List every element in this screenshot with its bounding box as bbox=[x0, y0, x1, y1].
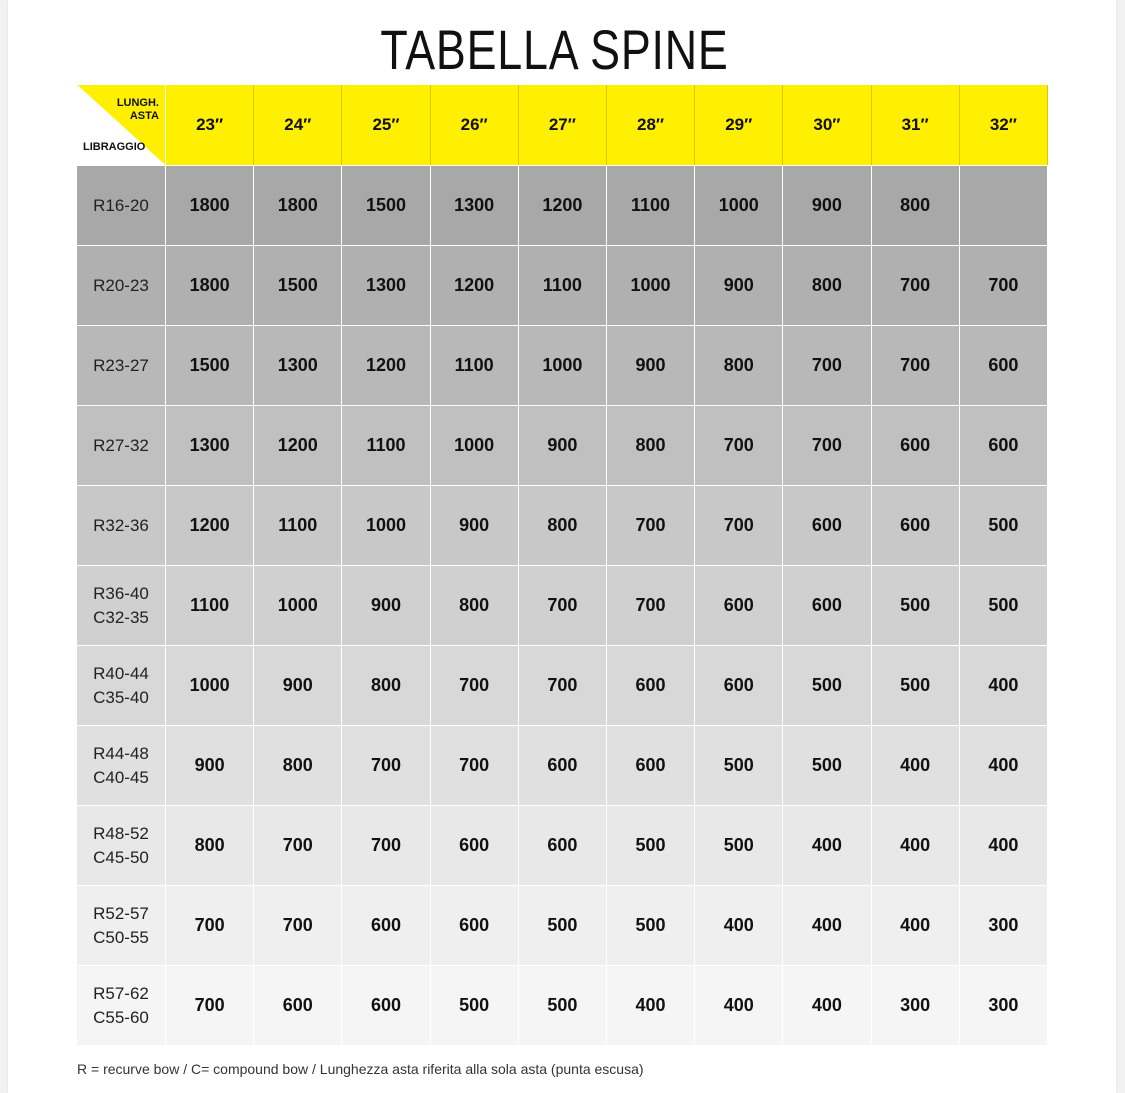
spine-value-cell bbox=[959, 166, 1047, 246]
spine-value-cell: 700 bbox=[871, 326, 959, 406]
spine-value-cell: 1500 bbox=[254, 246, 342, 326]
spine-value-cell: 600 bbox=[871, 486, 959, 566]
table-row bbox=[77, 886, 1048, 966]
spine-value-cell: 600 bbox=[606, 646, 694, 726]
spine-value-cell: 1100 bbox=[254, 486, 342, 566]
spine-value-cell: 400 bbox=[959, 646, 1047, 726]
spine-value-cell: 900 bbox=[430, 486, 518, 566]
row-label bbox=[77, 646, 166, 726]
spine-value-cell: 800 bbox=[518, 486, 606, 566]
spine-value-cell: 700 bbox=[342, 726, 430, 806]
corner-length-label bbox=[117, 97, 159, 123]
spine-value-cell: 400 bbox=[783, 966, 871, 1046]
spine-value-cell: 1300 bbox=[254, 326, 342, 406]
spine-value-cell: 700 bbox=[783, 326, 871, 406]
column-header: 25″ bbox=[342, 85, 430, 166]
spine-value-cell: 600 bbox=[783, 486, 871, 566]
row-label-recurve: R52-57 bbox=[93, 903, 149, 923]
row-label bbox=[77, 806, 166, 886]
spine-value-cell: 900 bbox=[342, 566, 430, 646]
spine-value-cell: 1800 bbox=[166, 246, 254, 326]
table-row bbox=[77, 566, 1048, 646]
spine-value-cell: 400 bbox=[871, 726, 959, 806]
spine-value-cell: 600 bbox=[871, 406, 959, 486]
spine-value-cell: 700 bbox=[959, 246, 1047, 326]
spine-value-cell: 700 bbox=[695, 406, 783, 486]
spine-value-cell: 700 bbox=[430, 726, 518, 806]
row-label bbox=[77, 166, 166, 246]
spine-value-cell: 900 bbox=[695, 246, 783, 326]
spine-value-cell: 700 bbox=[606, 566, 694, 646]
table-row bbox=[77, 806, 1048, 886]
spine-value-cell: 600 bbox=[518, 806, 606, 886]
spine-value-cell: 800 bbox=[783, 246, 871, 326]
spine-value-cell: 900 bbox=[518, 406, 606, 486]
spine-value-cell: 1000 bbox=[430, 406, 518, 486]
row-label-recurve: R44-48 bbox=[93, 743, 149, 763]
spine-value-cell: 600 bbox=[518, 726, 606, 806]
spine-value-cell: 1200 bbox=[430, 246, 518, 326]
spine-value-cell: 1500 bbox=[342, 166, 430, 246]
column-header: 29″ bbox=[695, 85, 783, 166]
corner-length-line2: ASTA bbox=[129, 110, 159, 122]
column-header: 23″ bbox=[166, 85, 254, 166]
spine-value-cell: 700 bbox=[166, 886, 254, 966]
row-label-compound: C45-50 bbox=[93, 847, 149, 867]
spine-value-cell: 1300 bbox=[342, 246, 430, 326]
row-label bbox=[77, 406, 166, 486]
spine-value-cell: 800 bbox=[606, 406, 694, 486]
spine-value-cell: 1200 bbox=[166, 486, 254, 566]
spine-value-cell: 1000 bbox=[254, 566, 342, 646]
spine-value-cell: 600 bbox=[254, 966, 342, 1046]
spine-value-cell: 700 bbox=[518, 566, 606, 646]
spine-value-cell: 600 bbox=[606, 726, 694, 806]
spine-value-cell: 800 bbox=[342, 646, 430, 726]
spine-value-cell: 1000 bbox=[606, 246, 694, 326]
spine-value-cell: 1500 bbox=[166, 326, 254, 406]
spine-value-cell: 500 bbox=[518, 886, 606, 966]
spine-value-cell: 900 bbox=[783, 166, 871, 246]
page-title: TABELLA SPINE bbox=[380, 18, 729, 81]
spine-value-cell: 700 bbox=[254, 886, 342, 966]
row-label-recurve: R48-52 bbox=[93, 823, 149, 843]
spine-value-cell: 600 bbox=[342, 886, 430, 966]
spine-value-cell: 400 bbox=[606, 966, 694, 1046]
spine-value-cell: 900 bbox=[606, 326, 694, 406]
row-label bbox=[77, 486, 166, 566]
spine-value-cell: 600 bbox=[959, 406, 1047, 486]
row-label-recurve: R40-44 bbox=[93, 663, 149, 683]
spine-value-cell: 700 bbox=[695, 486, 783, 566]
spine-value-cell: 800 bbox=[166, 806, 254, 886]
spine-value-cell: 1200 bbox=[254, 406, 342, 486]
corner-cell bbox=[77, 85, 166, 166]
table-row bbox=[77, 326, 1048, 406]
spine-value-cell: 800 bbox=[430, 566, 518, 646]
row-label bbox=[77, 246, 166, 326]
table-row bbox=[77, 646, 1048, 726]
spine-value-cell: 400 bbox=[695, 886, 783, 966]
spine-value-cell: 700 bbox=[430, 646, 518, 726]
row-label-compound: C40-45 bbox=[93, 767, 149, 787]
spine-value-cell: 1300 bbox=[166, 406, 254, 486]
column-header: 26″ bbox=[430, 85, 518, 166]
spine-value-cell: 700 bbox=[783, 406, 871, 486]
spine-value-cell: 400 bbox=[871, 806, 959, 886]
row-label bbox=[77, 566, 166, 646]
spine-value-cell: 1000 bbox=[342, 486, 430, 566]
spine-value-cell: 500 bbox=[606, 886, 694, 966]
spine-value-cell: 800 bbox=[695, 326, 783, 406]
row-label-recurve: R16-20 bbox=[93, 195, 149, 215]
spine-value-cell: 1800 bbox=[166, 166, 254, 246]
spine-value-cell: 700 bbox=[518, 646, 606, 726]
row-label-recurve: R57-62 bbox=[93, 983, 149, 1003]
spine-value-cell: 1100 bbox=[430, 326, 518, 406]
row-label bbox=[77, 326, 166, 406]
spine-value-cell: 1000 bbox=[166, 646, 254, 726]
spine-value-cell: 400 bbox=[959, 806, 1047, 886]
spine-value-cell: 500 bbox=[959, 566, 1047, 646]
spine-value-cell: 500 bbox=[606, 806, 694, 886]
spine-value-cell: 800 bbox=[871, 166, 959, 246]
table-row bbox=[77, 406, 1048, 486]
column-header: 31″ bbox=[871, 85, 959, 166]
footnote: R = recurve bow / C= compound bow / Lunghezza asta riferita alla sola asta (punta escusa) bbox=[77, 1061, 644, 1077]
spine-value-cell: 900 bbox=[166, 726, 254, 806]
corner-weight-label: LIBRAGGIO bbox=[83, 141, 146, 153]
spine-value-cell: 600 bbox=[783, 566, 871, 646]
spine-value-cell: 700 bbox=[871, 246, 959, 326]
header-row bbox=[77, 85, 1048, 166]
spine-value-cell: 300 bbox=[959, 966, 1047, 1046]
row-label bbox=[77, 726, 166, 806]
spine-value-cell: 600 bbox=[695, 646, 783, 726]
spine-value-cell: 1100 bbox=[518, 246, 606, 326]
spine-value-cell: 1300 bbox=[430, 166, 518, 246]
spine-value-cell: 1100 bbox=[342, 406, 430, 486]
spine-value-cell: 400 bbox=[783, 886, 871, 966]
row-label-recurve: R20-23 bbox=[93, 275, 149, 295]
row-label bbox=[77, 886, 166, 966]
column-header: 28″ bbox=[606, 85, 694, 166]
row-label bbox=[77, 966, 166, 1046]
spine-value-cell: 500 bbox=[518, 966, 606, 1046]
spine-value-cell: 700 bbox=[342, 806, 430, 886]
spine-value-cell: 400 bbox=[695, 966, 783, 1046]
spine-value-cell: 1200 bbox=[518, 166, 606, 246]
row-label-recurve: R23-27 bbox=[93, 355, 149, 375]
spine-value-cell: 300 bbox=[871, 966, 959, 1046]
spine-value-cell: 500 bbox=[871, 566, 959, 646]
spine-value-cell: 500 bbox=[430, 966, 518, 1046]
spine-value-cell: 500 bbox=[695, 726, 783, 806]
spine-value-cell: 300 bbox=[959, 886, 1047, 966]
spine-value-cell: 600 bbox=[959, 326, 1047, 406]
spine-value-cell: 600 bbox=[695, 566, 783, 646]
spine-value-cell: 700 bbox=[166, 966, 254, 1046]
spine-value-cell: 1100 bbox=[606, 166, 694, 246]
row-label-compound: C32-35 bbox=[93, 607, 149, 627]
row-label-compound: C50-55 bbox=[93, 927, 149, 947]
spine-value-cell: 800 bbox=[254, 726, 342, 806]
table-row bbox=[77, 726, 1048, 806]
spine-value-cell: 900 bbox=[254, 646, 342, 726]
spine-value-cell: 500 bbox=[959, 486, 1047, 566]
spine-value-cell: 700 bbox=[606, 486, 694, 566]
spine-value-cell: 600 bbox=[342, 966, 430, 1046]
spine-value-cell: 1100 bbox=[166, 566, 254, 646]
table-row bbox=[77, 966, 1048, 1046]
spine-value-cell: 600 bbox=[430, 806, 518, 886]
spine-value-cell: 1000 bbox=[518, 326, 606, 406]
spine-value-cell: 500 bbox=[871, 646, 959, 726]
column-header: 27″ bbox=[518, 85, 606, 166]
spine-value-cell: 500 bbox=[783, 646, 871, 726]
spine-value-cell: 600 bbox=[430, 886, 518, 966]
column-header: 30″ bbox=[783, 85, 871, 166]
spine-table bbox=[77, 85, 1048, 1046]
table-row bbox=[77, 486, 1048, 566]
spine-value-cell: 400 bbox=[871, 886, 959, 966]
row-label-recurve: R27-32 bbox=[93, 435, 149, 455]
row-label-compound: C35-40 bbox=[93, 687, 149, 707]
row-label-recurve: R36-40 bbox=[93, 583, 149, 603]
column-header: 32″ bbox=[959, 85, 1047, 166]
table-row bbox=[77, 166, 1048, 246]
spine-value-cell: 700 bbox=[254, 806, 342, 886]
spine-value-cell: 500 bbox=[783, 726, 871, 806]
spine-value-cell: 500 bbox=[695, 806, 783, 886]
spine-value-cell: 1000 bbox=[695, 166, 783, 246]
column-header: 24″ bbox=[254, 85, 342, 166]
row-label-recurve: R32-36 bbox=[93, 515, 149, 535]
spine-value-cell: 1800 bbox=[254, 166, 342, 246]
spine-value-cell: 400 bbox=[959, 726, 1047, 806]
table-row bbox=[77, 246, 1048, 326]
corner-length-line1: LUNGH. bbox=[116, 97, 159, 109]
spine-value-cell: 400 bbox=[783, 806, 871, 886]
row-label-compound: C55-60 bbox=[93, 1007, 149, 1027]
spine-value-cell: 1200 bbox=[342, 326, 430, 406]
